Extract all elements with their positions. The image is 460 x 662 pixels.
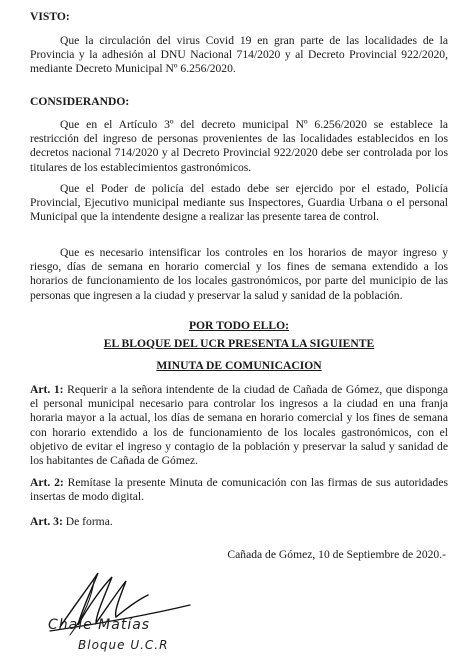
bloque-ucr-heading: EL BLOQUE DEL UCR PRESENTA LA SIGUIENTE bbox=[103, 337, 375, 350]
date-line: Cañada de Gómez, 10 de Septiembre de 2020.- bbox=[227, 548, 446, 561]
article-2 bbox=[30, 476, 448, 504]
article-2-text: Remítase la presente Minuta de comunicación con las firmas de sus autoridades insertas de modo digital. bbox=[30, 476, 448, 504]
signature-scribble bbox=[30, 565, 200, 645]
considerando-heading: CONSIDERANDO: bbox=[30, 95, 130, 108]
signature-bloque: Bloque U.C.R bbox=[78, 638, 169, 652]
article-3 bbox=[30, 515, 448, 529]
considerando-paragraph-3: Que es necesario intensificar los controles en los horarios de mayor ingreso y riesgo, días de semana en horario comercial y los fines de semana extendido a los horarios de funcionamiento de los locales gastronómicos, por parte del municipio de las personas que ingresen a la ciudad y preservar la salud y sanidad de la población. bbox=[30, 246, 448, 302]
por-todo-ello-heading: POR TODO ELLO: bbox=[188, 319, 290, 332]
considerando-paragraph-1: Que en el Artículo 3º del decreto municipal Nº 6.256/2020 se establece la restricción del ingreso de personas provenientes de las localidades establecidos en los decretos nacional 714/2020 y al Decreto Provincial 922/2020 debe ser controlada por los titulares de los establecimientos gastronómicos. bbox=[30, 118, 448, 174]
article-1-label: Art. 1: bbox=[30, 383, 64, 396]
signature-name: Chale Matías bbox=[48, 617, 151, 633]
visto-heading: VISTO: bbox=[30, 10, 70, 23]
visto-paragraph: Que la circulación del virus Covid 19 en gran parte de las localidades de la Provincia y la adhesión al DNU Nacional 714/2020 y al Decreto Provincial 922/2020, mediante Decreto Municipal Nº 6.256/2020. bbox=[30, 34, 448, 76]
article-1-text: Requerir a la señora intendente de la ciudad de Cañada de Gómez, que disponga el personal municipal necesario para controlar los ingresos a la ciudad en una franja horaria mayor a la actual, los días de semana en horario comercial y los fines de semana con horario extendido a los de funcionamiento de los locales gastronómicos, con el objetivo de evitar el ingreso y contagio de la población y preservar la salud y sanidad de los habitantes de Cañada de Gómez. bbox=[30, 383, 448, 468]
article-3-label: Art. 3: bbox=[30, 515, 63, 528]
article-2-label: Art. 2: bbox=[30, 476, 64, 489]
considerando-paragraph-2: Que el Poder de policía del estado debe ser ejercido por el estado, Policía Provincial, Ejecutivo municipal mediante sus Inspectores, Guardia Urbana o el personal Municipal que la intendente designe a realizar las presente tarea de control. bbox=[30, 182, 448, 224]
article-3-text: De forma. bbox=[62, 515, 113, 528]
article-1 bbox=[30, 383, 448, 468]
minuta-heading: MINUTA DE COMUNICACION bbox=[156, 359, 322, 372]
